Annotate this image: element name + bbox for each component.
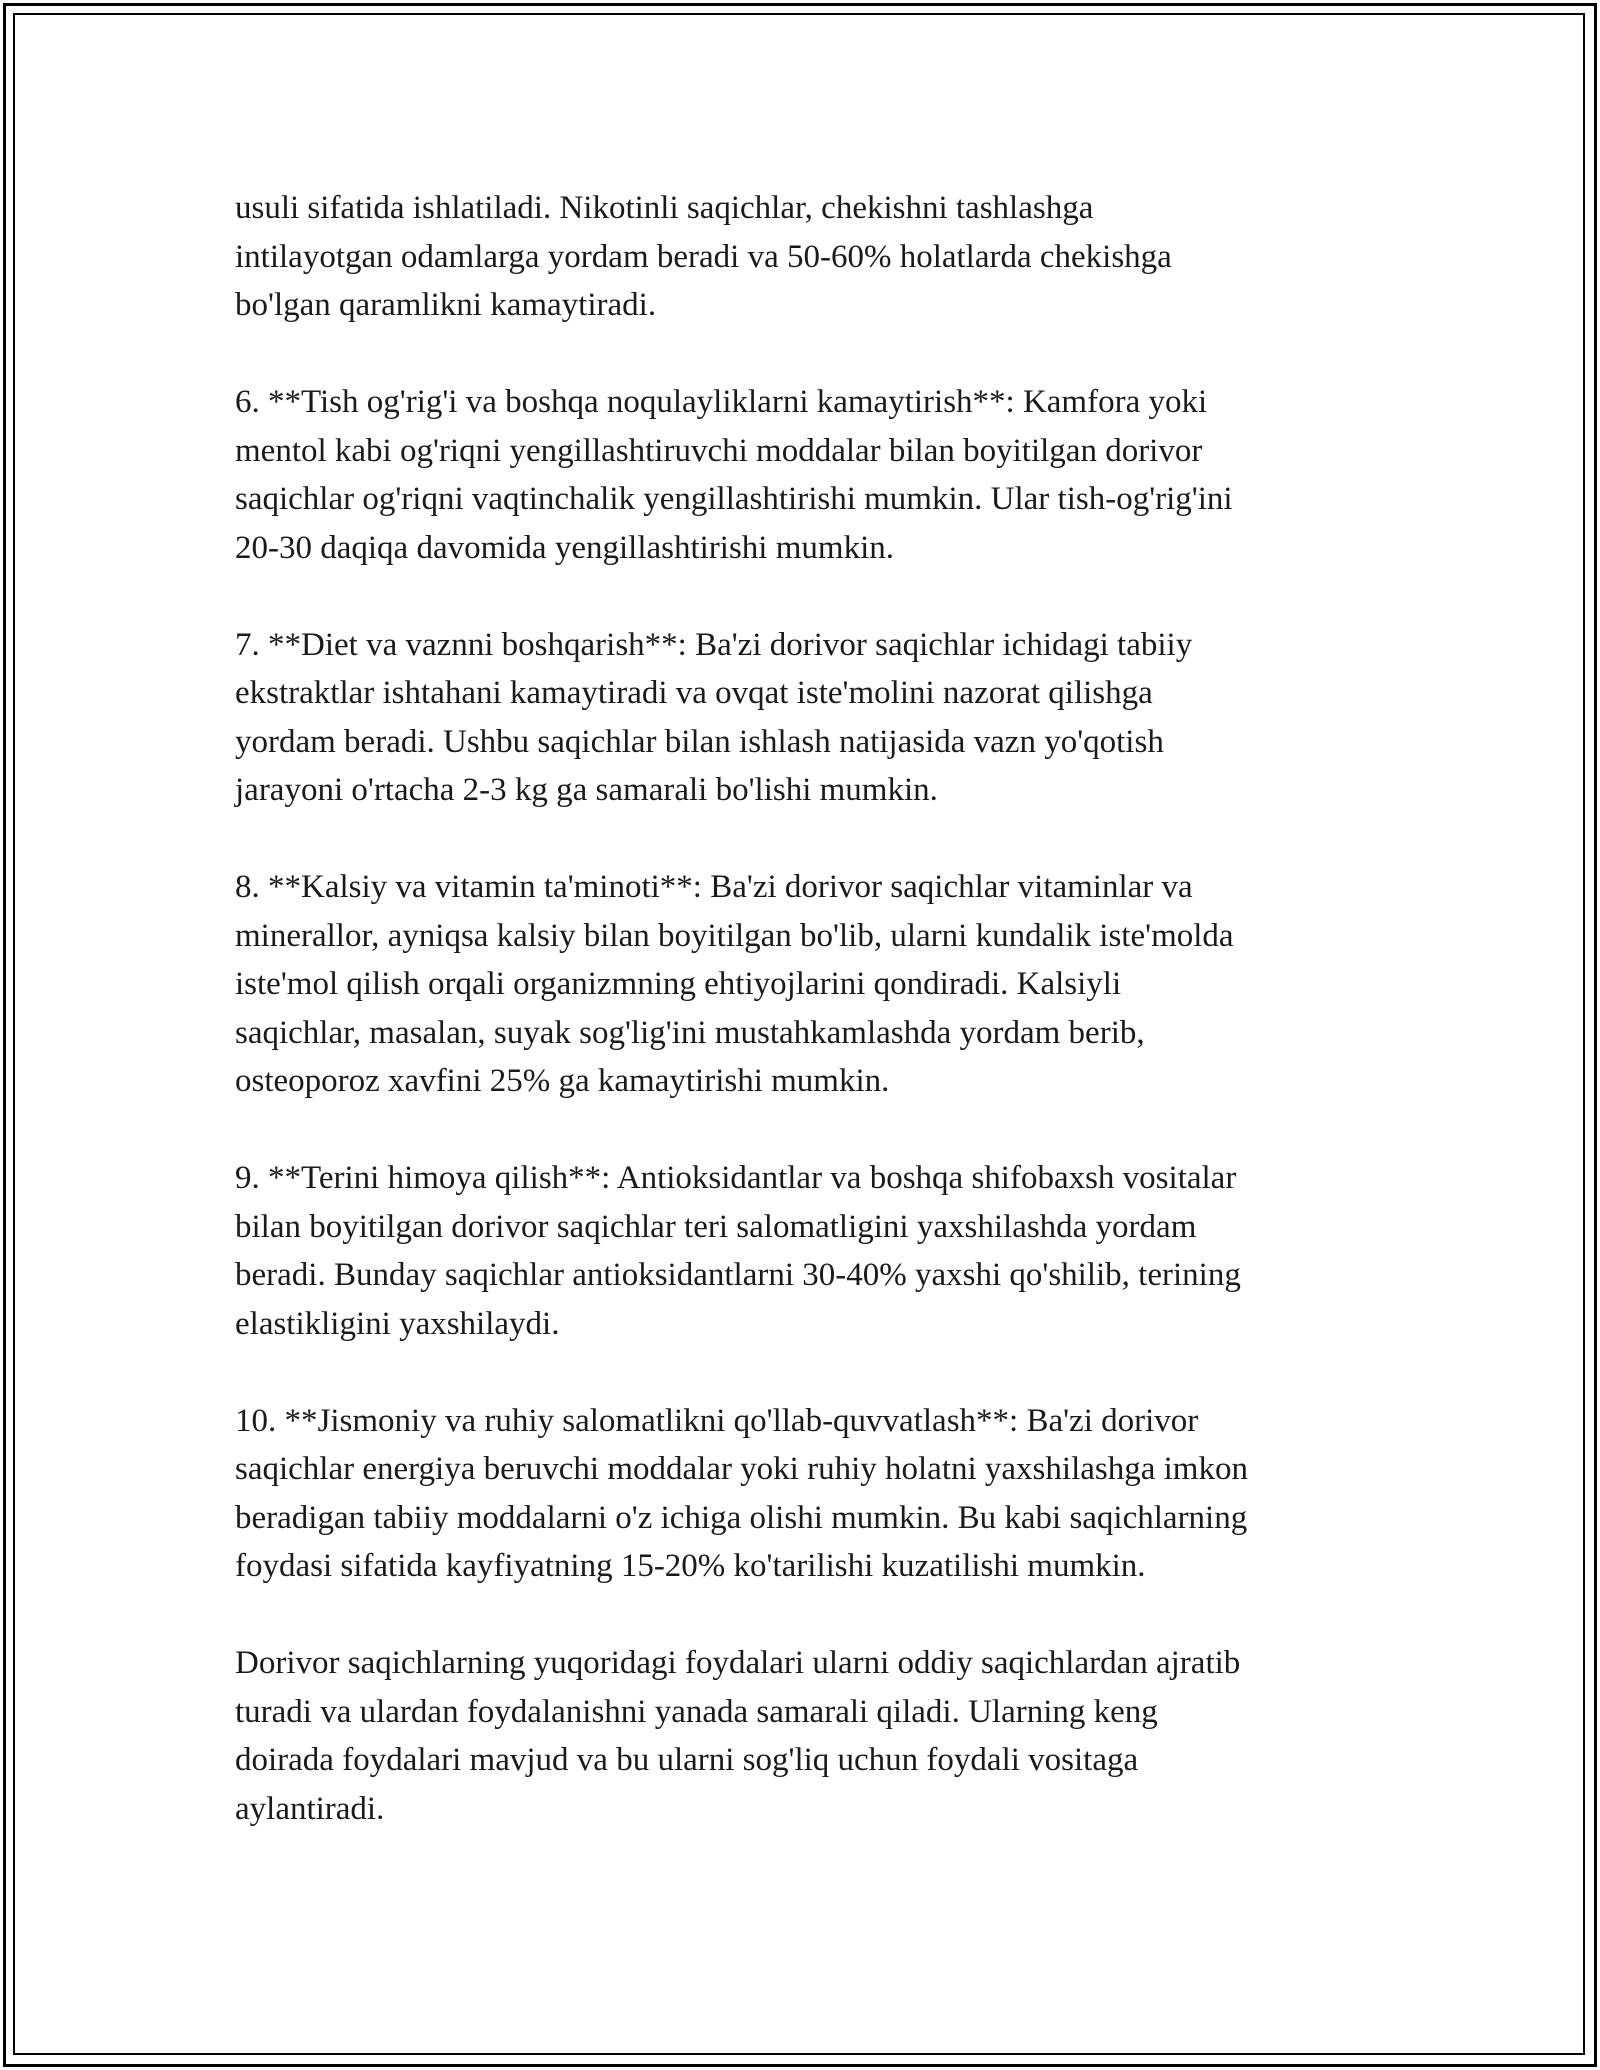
paragraph-item-10: 10. **Jismoniy va ruhiy salomatlikni qo'llab-quvvatlash**: Ba'zi dorivor saqichlar energiya beruvchi moddalar yoki ruhiy holatni yaxshilashga imkon beradigan tabiiy moddalarni o'z ichiga olishi mumkin. Bu kabi saqichlarning foydasi sifatida kayfiyatning 15-20% ko'tarilishi kuzatilishi mumkin.: [235, 1402, 1248, 1584]
paragraph-item-9: 9. **Terini himoya qilish**: Antioksidantlar va boshqa shifobaxsh vositalar bilan boyitilgan dorivor saqichlar teri salomatligini yaxshilashda yordam beradi. Bunday saqichlar antioksidantlarni 30-40% yaxshi qo'shilib, terining elastikligini yaxshilaydi.: [235, 1160, 1241, 1342]
document-body: [235, 184, 1385, 1882]
paragraph-item-6: 6. **Tish og'rig'i va boshqa noqulayliklarni kamaytirish**: Kamfora yoki mentol kabi og'riqni yengillashtiruvchi moddalar bilan boyitilgan dorivor saqichlar og'riqni vaqtinchalik yengillashtirishi mumkin. Ular tish-og'rig'ini 20-30 daqiqa davomida yengillashtirishi mumkin.: [235, 384, 1233, 566]
paragraph-item-7: 7. **Diet va vaznni boshqarish**: Ba'zi dorivor saqichlar ichidagi tabiiy ekstraktlar ishtahani kamaytiradi va ovqat iste'molini nazorat qilishga yordam beradi. Ushbu saqichlar bilan ishlash natijasida vazn yo'qotish jarayoni o'rtacha 2-3 kg ga samarali bo'lishi mumkin.: [235, 626, 1193, 808]
paragraph-nicotine-continuation: usuli sifatida ishlatiladi. Nikotinli saqichlar, chekishni tashlashga intilayotgan odamlarga yordam beradi va 50-60% holatlarda chekishga bo'lgan qaramlikni kamaytiradi.: [235, 190, 1172, 323]
paragraph-conclusion: Dorivor saqichlarning yuqoridagi foydalari ularni oddiy saqichlardan ajratib turadi va ulardan foydalanishni yanada samarali qiladi. Ularning keng doirada foydalari mavjud va bu ularni sog'liq uchun foydali vositaga aylantiradi.: [235, 1645, 1241, 1827]
paragraph-item-8: 8. **Kalsiy va vitamin ta'minoti**: Ba'zi dorivor saqichlar vitaminlar va minerallor, ayniqsa kalsiy bilan boyitilgan bo'lib, ularni kundalik iste'molda iste'mol qilish orqali organizmning ehtiyojlarini qondiradi. Kalsiyli saqichlar, masalan, suyak sog'lig'ini mustahkamlashda yordam berib, osteoporoz xavfini 25% ga kamaytirishi mumkin.: [235, 869, 1234, 1099]
